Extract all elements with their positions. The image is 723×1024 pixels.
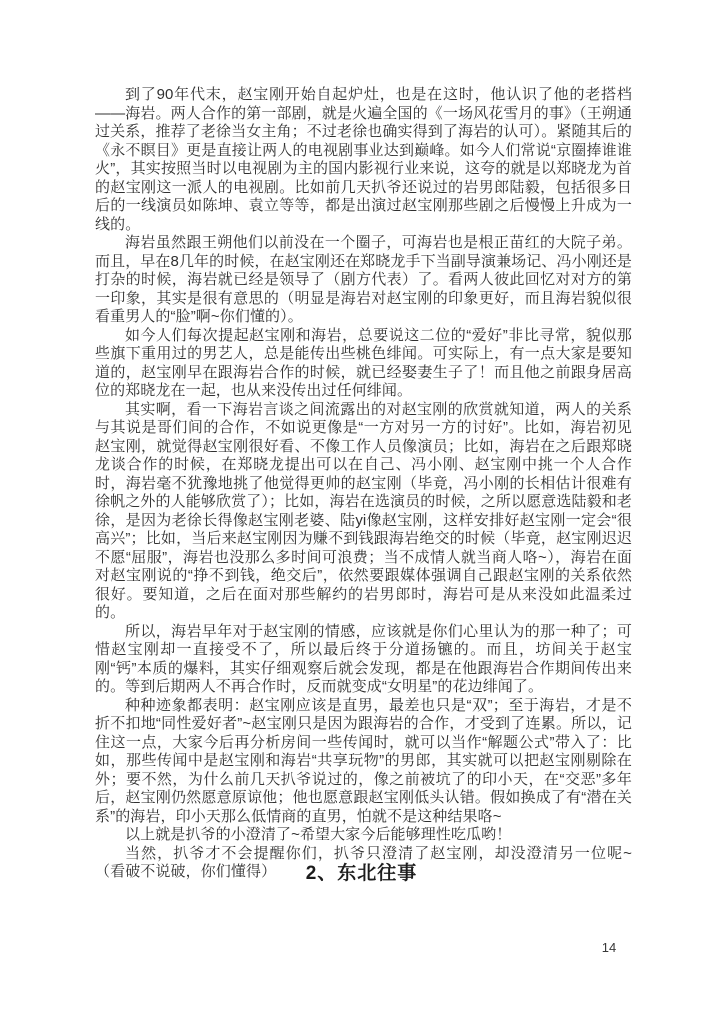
paragraph: 其实啊，看一下海岩言谈之间流露出的对赵宝刚的欣赏就知道，两人的关系与其说是哥们间的合作，不如说更像是“一方对另一方的讨好”。比如，海岩初见赵宝刚，就觉得赵宝刚很好看、不像工作人员像演员；比如，海岩在之后跟郑晓龙谈合作的时候，在郑晓龙提出可以在自己、冯小刚、赵宝刚中挑一个人合作时，海岩毫不犹豫地挑了他觉得更帅的赵宝刚（毕竟，冯小刚的长相估计很难有徐帆之外的人能够欣赏了）；比如，海岩在选演员的时候，之所以愿意选陆毅和老徐，是因为老徐长得像赵宝刚老婆、陆yi像赵宝刚，这样安排好赵宝刚一定会“很高兴”；比如，当后来赵宝刚因为赚不到钱跟海岩绝交的时候（毕竟，赵宝刚迟迟不愿“屈服”，海岩也没那么多时间可浪费；当不成情人就当商人咯~），海岩在面对赵宝刚说的“挣不到钱，绝交后”，依然要跟媒体强调自己跟赵宝刚的关系依然很好。要知道，之后在面对那些解约的岩男郎时，海岩可是从来没如此温柔过的。 [95, 400, 632, 621]
paragraph: 以上就是扒爷的小澄清了~希望大家今后能够理性吃瓜哟！ [125, 826, 512, 843]
page-number: 14 [601, 940, 617, 955]
article-body [95, 86, 632, 882]
paragraph: 到了90年代末，赵宝刚开始自起炉灶，也是在这时，他认识了他的老搭档——海岩。两人合作的第一部剧，就是火遍全国的《一场风花雪月的事》（王朔通过关系，推荐了老徐当女主角；不过老徐也确实得到了海岩的认可）。紧随其后的《永不瞑目》更是直接让两人的电视剧事业达到巅峰。如今人们常说“京圈捧谁谁火”，其实按照当时以电视剧为主的国内影视行业来说，这夸的就是以郑晓龙为首的赵宝刚这一派人的电视剧。比如前几天扒爷还说过的岩男郎陆毅，包括很多日后的一线演员如陈坤、袁立等等，都是出演过赵宝刚那些剧之后慢慢上升成为一线的。 [95, 86, 632, 233]
paragraph: 所以，海岩早年对于赵宝刚的情感，应该就是你们心里认为的那一种了；可惜赵宝刚却一直接受不了，所以最后终于分道扬镳的。而且，坊间关于赵宝刚“钙”本质的爆料，其实仔细观察后就会发现，都是在他跟海岩合作期间传出来的。等到后期两人不再合作时，反而就变成“女明星”的花边绯闻了。 [95, 622, 632, 695]
paragraph: 如今人们每次提起赵宝刚和海岩，总要说这二位的“爱好”非比寻常，貌似那些旗下重用过的男艺人，总是能传出些桃色绯闻。可实际上，有一点大家是要知道的，赵宝刚早在跟海岩合作的时候，就已经娶妻生子了！而且他之前跟身居高位的郑晓龙在一起，也从来没传出过任何绯闻。 [95, 326, 632, 399]
paragraph: 种种迹象都表明：赵宝刚应该是直男，最差也只是“双”；至于海岩，才是不折不扣地“同性爱好者”~赵宝刚只是因为跟海岩的合作，才受到了连累。所以，记住这一点，大家今后再分析房间一些传闻时，就可以当作“解题公式”带入了：比如，那些传闻中是赵宝刚和海岩“共享玩物”的男郎，其实就可以把赵宝刚剔除在外；要不然，为什么前几天扒爷说过的，像之前被坑了的印小天，在“交恶”多年后，赵宝刚仍然愿意原谅他；他也愿意跟赵宝刚低头认错。假如换成了有“潜在关系”的海岩，印小天那么低情商的直男，怕就不是这种结果咯~ [95, 696, 632, 825]
paragraph: 海岩虽然跟王朔他们以前没在一个圈子，可海岩也是根正苗红的大院子弟。而且，早在8几年的时候，在赵宝刚还在郑晓龙手下当副导演兼场记、冯小刚还是打杂的时候，海岩就已经是领导了（剧方代表）了。看两人彼此回忆对对方的第一印象，其实是很有意思的（明显是海岩对赵宝刚的印象更好，而且海岩貌似很看重男人的“脸”啊~你们懂的）。 [95, 234, 632, 325]
paragraph: 当然，扒爷才不会提醒你们，扒爷只澄清了赵宝刚，却没澄清另一位呢~（看破不说破，你们懂得） [95, 844, 632, 880]
section-heading: 2、东北往事 [305, 863, 418, 884]
